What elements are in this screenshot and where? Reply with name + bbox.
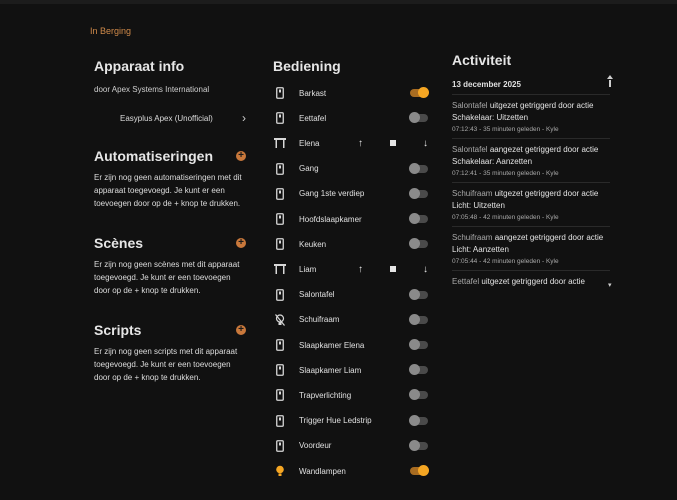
control-row-keuken[interactable] bbox=[274, 234, 428, 254]
activity-timestamp: 07:12:41 - 35 minuten geleden - Kyle bbox=[452, 170, 559, 177]
activity-entity-link[interactable]: Salontafel bbox=[452, 101, 488, 110]
arrow-up-icon[interactable]: ↑ bbox=[358, 137, 363, 149]
control-label[interactable]: Keuken bbox=[299, 239, 327, 249]
activity-message bbox=[452, 144, 610, 168]
control-row-liam[interactable] bbox=[274, 259, 428, 279]
device-info-title: Apparaat info bbox=[94, 58, 185, 74]
activity-entity-link[interactable]: Schuifraam bbox=[452, 189, 493, 198]
toggle-knob bbox=[409, 415, 420, 426]
toggle-knob bbox=[409, 238, 420, 249]
activity-list bbox=[442, 94, 622, 290]
cover-controls bbox=[358, 264, 428, 275]
toggle-switch[interactable] bbox=[410, 417, 428, 425]
activity-message bbox=[452, 232, 610, 256]
activity-action: uitgezet getriggerd door actie Licht: Uitzetten bbox=[452, 189, 599, 210]
control-row-gang[interactable] bbox=[274, 159, 428, 179]
activity-entity-link[interactable]: Schuifraam bbox=[452, 233, 493, 242]
toggle-switch[interactable] bbox=[410, 366, 428, 374]
device-info-card bbox=[94, 58, 246, 125]
control-row-barkast[interactable] bbox=[274, 83, 428, 103]
activity-entry[interactable] bbox=[452, 226, 610, 265]
toggle-switch[interactable] bbox=[410, 190, 428, 198]
control-label[interactable]: Gang 1ste verdiep bbox=[299, 189, 365, 199]
automations-card bbox=[94, 148, 246, 210]
light-switch-icon bbox=[274, 87, 286, 99]
scroll-down-arrow-icon[interactable]: ▾ bbox=[608, 282, 612, 289]
control-row-wandlampen[interactable] bbox=[274, 461, 428, 481]
control-label[interactable]: Slaapkamer Liam bbox=[299, 365, 362, 375]
control-label[interactable]: Elena bbox=[299, 138, 320, 148]
control-row-trapverlichting[interactable] bbox=[274, 385, 428, 405]
control-label[interactable]: Voordeur bbox=[299, 441, 332, 451]
toggle-knob bbox=[409, 314, 420, 325]
light-switch-icon bbox=[274, 364, 286, 376]
light-switch-icon bbox=[274, 188, 286, 200]
activity-title: Activiteit bbox=[452, 52, 512, 68]
toggle-knob bbox=[409, 389, 420, 400]
scenes-title: Scènes bbox=[94, 235, 144, 251]
window-shutter-icon bbox=[274, 263, 286, 275]
chevron-right-icon: › bbox=[242, 111, 246, 125]
light-switch-icon bbox=[274, 440, 286, 452]
integration-name: Easyplus Apex (Unofficial) bbox=[120, 113, 213, 123]
control-row-salontafel[interactable] bbox=[274, 285, 428, 305]
breadcrumb-area[interactable]: In Berging bbox=[90, 26, 132, 36]
toggle-knob bbox=[418, 87, 429, 98]
automations-empty-text: Er zijn nog geen automatiseringen met dit apparaat toegevoegd. Je kunt er een toevoegen door op de + knop te drukken. bbox=[94, 173, 242, 208]
control-label[interactable]: Liam bbox=[299, 264, 317, 274]
activity-message bbox=[452, 188, 610, 212]
toggle-knob bbox=[409, 440, 420, 451]
toggle-switch[interactable] bbox=[410, 165, 428, 173]
control-label[interactable]: Trigger Hue Ledstrip bbox=[299, 416, 372, 426]
lightbulb-on-icon bbox=[274, 465, 286, 477]
control-label[interactable]: Hoofdslaapkamer bbox=[299, 214, 362, 224]
activity-timestamp: 07:12:43 - 35 minuten geleden - Kyle bbox=[452, 126, 559, 133]
activity-entry[interactable] bbox=[452, 94, 610, 133]
activity-message bbox=[452, 100, 610, 124]
toggle-knob bbox=[409, 163, 420, 174]
toggle-switch[interactable] bbox=[410, 467, 428, 475]
control-row-voordeur[interactable] bbox=[274, 436, 428, 456]
control-label[interactable]: Trapverlichting bbox=[299, 390, 352, 400]
lightbulb-off-icon bbox=[274, 314, 286, 326]
stop-icon[interactable] bbox=[390, 266, 396, 272]
light-switch-icon bbox=[274, 289, 286, 301]
light-switch-icon bbox=[274, 163, 286, 175]
toggle-switch[interactable] bbox=[410, 89, 428, 97]
activity-entry[interactable] bbox=[452, 182, 610, 221]
toggle-knob bbox=[409, 213, 420, 224]
toggle-switch[interactable] bbox=[410, 316, 428, 324]
light-switch-icon bbox=[274, 213, 286, 225]
light-switch-icon bbox=[274, 238, 286, 250]
activity-timestamp: 07:05:44 - 42 minuten geleden - Kyle bbox=[452, 258, 559, 265]
control-row-slaapkamer-liam[interactable] bbox=[274, 360, 428, 380]
control-row-gang-1ste-verdiep[interactable] bbox=[274, 184, 428, 204]
control-row-elena[interactable] bbox=[274, 133, 428, 153]
toggle-knob bbox=[409, 112, 420, 123]
toggle-switch[interactable] bbox=[410, 341, 428, 349]
scripts-title: Scripts bbox=[94, 322, 142, 338]
arrow-down-icon[interactable]: ↓ bbox=[423, 137, 428, 149]
activity-action: uitgezet getriggerd door actie Schakelaar: Uitzetten bbox=[452, 101, 594, 122]
control-row-hoofdslaapkamer[interactable] bbox=[274, 209, 428, 229]
toggle-switch[interactable] bbox=[410, 240, 428, 248]
toggle-switch[interactable] bbox=[410, 291, 428, 299]
toggle-knob bbox=[409, 188, 420, 199]
control-row-slaapkamer-elena[interactable] bbox=[274, 335, 428, 355]
scroll-up-arrow-icon[interactable] bbox=[606, 74, 614, 88]
cover-controls bbox=[358, 138, 428, 149]
activity-entity-link[interactable]: Salontafel bbox=[452, 145, 488, 154]
control-row-trigger-hue-ledstrip[interactable] bbox=[274, 411, 428, 431]
top-app-bar bbox=[0, 0, 677, 4]
activity-action: aangezet getriggerd door actie Schakelaar: Aanzetten bbox=[452, 145, 599, 166]
control-label[interactable]: Eettafel bbox=[299, 113, 327, 123]
activity-entity-link[interactable]: Eettafel bbox=[452, 277, 480, 286]
activity-entry[interactable] bbox=[452, 138, 610, 177]
control-row-schuifraam[interactable] bbox=[274, 310, 428, 330]
toggle-switch[interactable] bbox=[410, 215, 428, 223]
arrow-up-icon[interactable]: ↑ bbox=[358, 263, 363, 275]
integration-link[interactable] bbox=[94, 111, 246, 125]
light-switch-icon bbox=[274, 415, 286, 427]
activity-action: uitgezet getriggerd door actie bbox=[479, 277, 585, 286]
toggle-knob bbox=[409, 339, 420, 350]
add-automation-button[interactable]: + bbox=[236, 151, 246, 161]
scenes-empty-text: Er zijn nog geen scènes met dit apparaat toegevoegd. Je kunt er een toevoegen door op de + knop te drukken. bbox=[94, 260, 240, 295]
control-label[interactable]: Schuifraam bbox=[299, 315, 340, 325]
light-switch-icon bbox=[274, 112, 286, 124]
toggle-switch[interactable] bbox=[410, 442, 428, 450]
add-script-button[interactable]: + bbox=[236, 325, 246, 335]
activity-action: aangezet getriggerd door actie Licht: Aanzetten bbox=[452, 233, 604, 254]
toggle-knob bbox=[418, 465, 429, 476]
activity-timestamp: 07:05:48 - 42 minuten geleden - Kyle bbox=[452, 214, 559, 221]
activity-message bbox=[452, 276, 610, 288]
toggle-switch[interactable] bbox=[410, 114, 428, 122]
control-label[interactable]: Salontafel bbox=[299, 290, 335, 300]
add-scene-button[interactable]: + bbox=[236, 238, 246, 248]
light-switch-icon bbox=[274, 339, 286, 351]
light-switch-icon bbox=[274, 389, 286, 401]
activity-date: 13 december 2025 bbox=[452, 80, 521, 89]
device-manufacturer: door Apex Systems International bbox=[94, 85, 210, 94]
control-label[interactable]: Slaapkamer Elena bbox=[299, 340, 365, 350]
control-label[interactable]: Gang bbox=[299, 164, 319, 174]
control-label[interactable]: Wandlampen bbox=[299, 466, 346, 476]
automations-title: Automatiseringen bbox=[94, 148, 214, 164]
controls-title: Bediening bbox=[273, 58, 341, 74]
control-row-eettafel[interactable] bbox=[274, 108, 428, 128]
arrow-down-icon[interactable]: ↓ bbox=[423, 263, 428, 275]
scripts-card bbox=[94, 322, 246, 384]
control-label[interactable]: Barkast bbox=[299, 88, 327, 98]
activity-entry[interactable] bbox=[452, 270, 610, 290]
scenes-card bbox=[94, 235, 246, 297]
window-shutter-icon bbox=[274, 137, 286, 149]
toggle-switch[interactable] bbox=[410, 391, 428, 399]
toggle-knob bbox=[409, 289, 420, 300]
toggle-knob bbox=[409, 364, 420, 375]
stop-icon[interactable] bbox=[390, 140, 396, 146]
scripts-empty-text: Er zijn nog geen scripts met dit apparaat toegevoegd. Je kunt er een toevoegen door op de + knop te drukken. bbox=[94, 347, 238, 382]
